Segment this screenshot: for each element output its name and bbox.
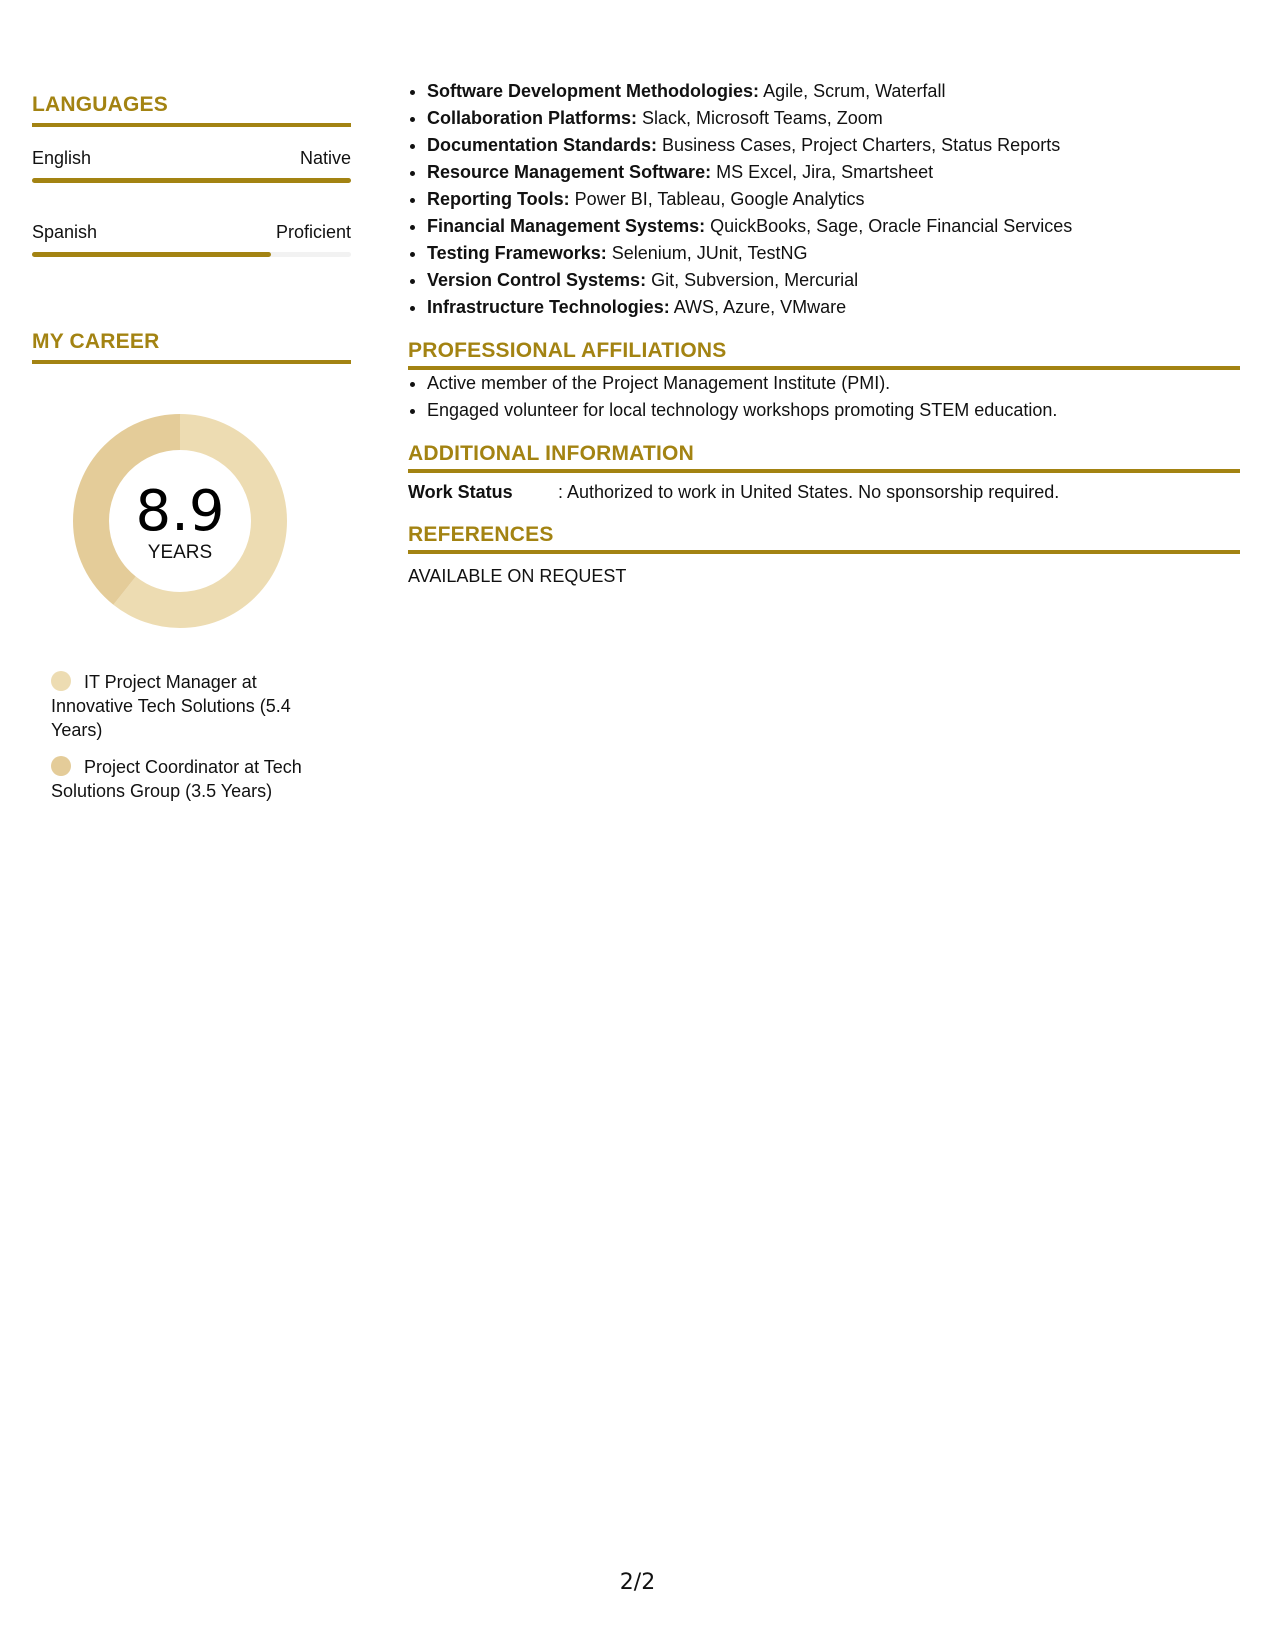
skill-item: [427, 105, 1240, 132]
additional-info-heading: ADDITIONAL INFORMATION: [408, 441, 1240, 473]
career-total-unit: YEARS: [147, 542, 213, 563]
skill-label: Collaboration Platforms:: [427, 108, 638, 128]
language-progress-track: [32, 252, 351, 257]
language-progress-fill: [32, 178, 351, 183]
work-status-value: : Authorized to work in United States. No sponsorship required.: [558, 482, 1060, 502]
skill-label: Financial Management Systems:: [427, 216, 706, 236]
right-column: [408, 78, 1240, 589]
career-section: [32, 329, 351, 803]
languages-section: [32, 92, 351, 257]
skill-item: [427, 213, 1240, 240]
affiliation-item: • Active member of the Project Management Institute (PMI).: [427, 370, 1240, 397]
skill-value: Slack, Microsoft Teams, Zoom: [642, 108, 883, 128]
skill-value: AWS, Azure, VMware: [673, 297, 847, 317]
skill-label: Testing Frameworks:: [427, 243, 607, 263]
language-level: Proficient: [275, 222, 351, 242]
skill-value: Business Cases, Project Charters, Status Reports: [662, 135, 1061, 155]
legend-dot: [51, 671, 71, 691]
language-progress-fill: [32, 252, 271, 257]
affiliations-list: [408, 370, 1240, 424]
affiliations-section: [408, 338, 1240, 424]
skill-item: [427, 132, 1240, 159]
skill-value: Power BI, Tableau, Google Analytics: [574, 189, 865, 209]
language-progress-track: [32, 178, 351, 183]
skill-label: Reporting Tools:: [427, 189, 570, 209]
legend-dot: [51, 756, 71, 776]
donut-center: [67, 408, 293, 634]
skill-label: Software Development Methodologies:: [427, 81, 760, 101]
legend-label: Project Coordinator at Tech Solutions Group (3.5 Years): [51, 757, 302, 801]
skill-value: QuickBooks, Sage, Oracle Financial Services: [710, 216, 1073, 236]
references-heading: REFERENCES: [408, 522, 1240, 554]
legend-item: [51, 670, 331, 742]
affiliations-heading: PROFESSIONAL AFFILIATIONS: [408, 338, 1240, 370]
skill-item: [427, 267, 1240, 294]
page-number: 2/2: [619, 1570, 656, 1595]
skill-value: Selenium, JUnit, TestNG: [611, 243, 808, 263]
language-name: English: [32, 148, 92, 168]
work-status-label: Work Status: [408, 482, 513, 502]
legend-item: [51, 755, 331, 803]
language-item-spanish: [32, 221, 351, 257]
skill-value: Git, Subversion, Mercurial: [651, 270, 859, 290]
skill-item: [427, 78, 1240, 105]
skill-label: Documentation Standards:: [427, 135, 658, 155]
legend-label: IT Project Manager at Innovative Tech Solutions (5.4 Years): [51, 672, 291, 740]
skill-item: [427, 159, 1240, 186]
language-name: Spanish: [32, 222, 98, 242]
skill-item: [427, 240, 1240, 267]
references-section: [408, 522, 1240, 589]
references-text: AVAILABLE ON REQUEST: [408, 566, 627, 586]
career-donut-chart: [67, 408, 293, 634]
skills-list: [408, 78, 1240, 321]
work-status-row: [408, 479, 1240, 505]
language-level: Native: [299, 148, 351, 168]
languages-heading: LANGUAGES: [32, 92, 351, 127]
career-heading: MY CAREER: [32, 329, 351, 364]
skill-value: MS Excel, Jira, Smartsheet: [716, 162, 934, 182]
skill-value: Agile, Scrum, Waterfall: [763, 81, 946, 101]
additional-info-section: [408, 441, 1240, 505]
career-total-years: 8.9: [135, 479, 225, 544]
skill-label: Resource Management Software:: [427, 162, 712, 182]
language-item-english: [32, 147, 351, 183]
skill-label: Infrastructure Technologies:: [427, 297, 670, 317]
affiliation-item: • Engaged volunteer for local technology workshops promoting STEM education.: [427, 397, 1240, 424]
skill-item: [427, 186, 1240, 213]
left-column: [32, 92, 351, 816]
skill-item: [427, 294, 1240, 321]
skill-label: Version Control Systems:: [427, 270, 647, 290]
career-legend: [51, 670, 331, 803]
